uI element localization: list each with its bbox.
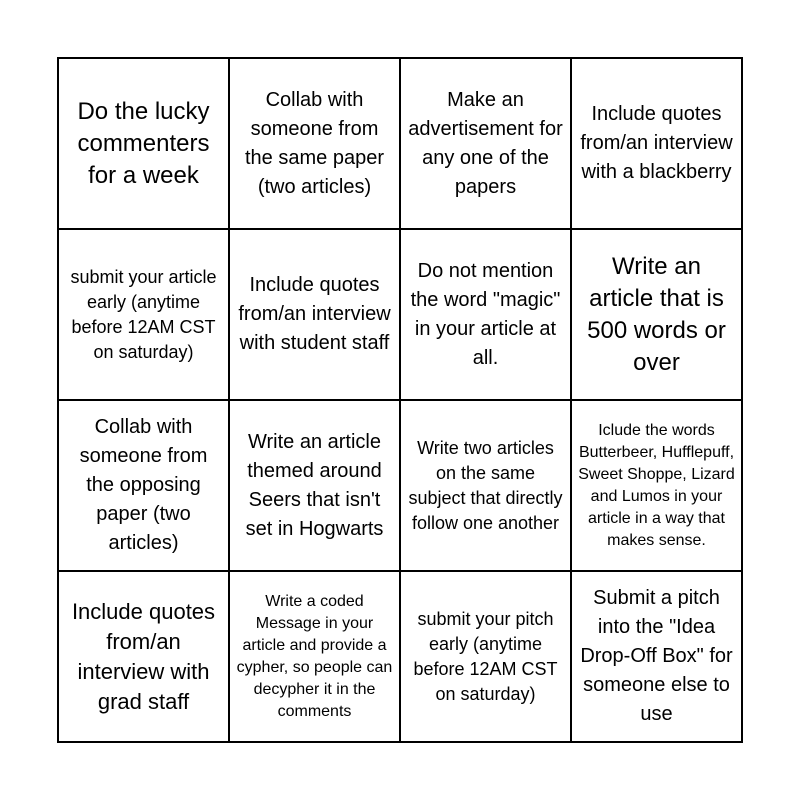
bingo-cell[interactable] [571,58,742,229]
bingo-cell[interactable] [400,571,571,742]
bingo-cell[interactable] [400,400,571,571]
bingo-cell[interactable] [571,571,742,742]
cell-text: Submit a pitch into the "Idea Drop-Off Box" for someone else to use [580,587,733,725]
cell-text: Do not mention the word "magic" in your article at all. [410,259,561,369]
cell-text: Make an advertisement for any one of the papers [408,88,563,198]
bingo-cell[interactable] [229,400,400,571]
cell-text: Include quotes from/an interview with grad staff [71,598,216,714]
bingo-cell[interactable] [58,571,229,742]
bingo-cell[interactable] [229,571,400,742]
bingo-cell[interactable] [400,58,571,229]
bingo-cell[interactable] [58,400,229,571]
bingo-board [57,57,743,743]
cell-text: Include quotes from/an interview with student staff [238,274,391,354]
cell-text: Write an article themed around Seers that isn't set in Hogwarts [245,430,384,540]
cell-text: submit your pitch early (anytime before 12AM CST on saturday) [413,608,558,704]
cell-text: Do the lucky commenters for a week [77,97,210,189]
cell-text: Include quotes from/an interview with a blackberry [580,103,733,183]
cell-text: Collab with someone from the opposing paper (two articles) [79,416,208,554]
cell-text: Write two articles on the same subject that directly follow one another [408,437,563,533]
cell-text: Write a coded Message in your article and provide a cypher, so people can decypher it in the comments [236,592,393,720]
cell-text: Collab with someone from the same paper (two articles) [245,88,384,198]
bingo-cell[interactable] [229,229,400,400]
bingo-cell[interactable] [571,229,742,400]
bingo-cell[interactable] [229,58,400,229]
cell-text: Iclude the words Butterbeer, Hufflepuff, Sweet Shoppe, Lizard and Lumos in your article in a way that makes sense. [578,421,735,549]
cell-text: submit your article early (anytime before 12AM CST on saturday) [70,266,217,362]
bingo-cell[interactable] [571,400,742,571]
bingo-cell[interactable] [58,229,229,400]
cell-text: Write an article that is 500 words or over [587,252,726,376]
bingo-cell[interactable] [58,58,229,229]
bingo-cell[interactable] [400,229,571,400]
